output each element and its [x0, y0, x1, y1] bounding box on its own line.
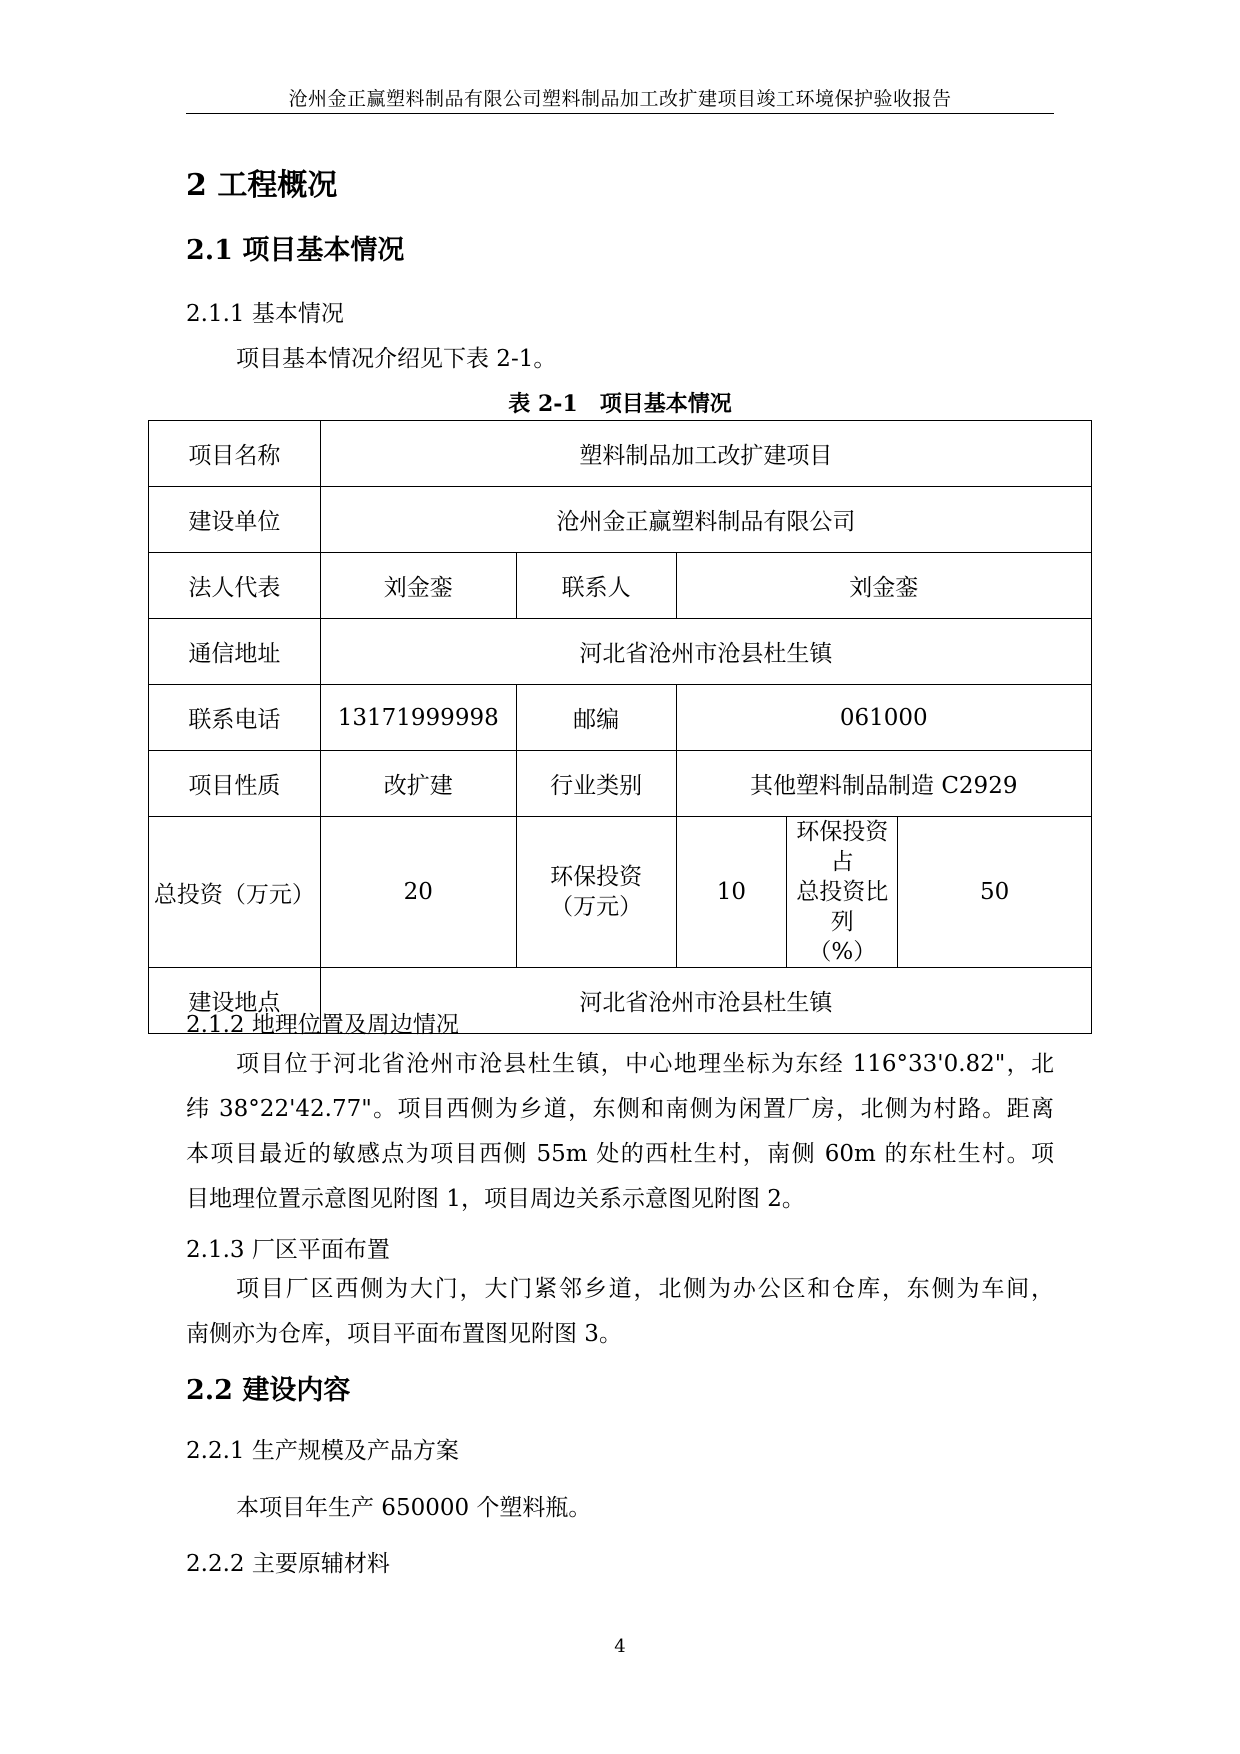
table-value: 刘金銮 — [676, 553, 1092, 619]
table-label: 建设地点 — [149, 968, 321, 1034]
table-value: 河北省沧州市沧县杜生镇 — [320, 968, 1091, 1034]
subsection-heading-2-1: 2.1 项目基本情况 — [186, 235, 405, 266]
env-invest-label-line: 环保投资 — [550, 864, 643, 890]
table-value: 塑料制品加工改扩建项目 — [320, 421, 1091, 487]
paragraph-line: 南侧亦为仓库，项目平面布置图见附图 3。 — [186, 1321, 622, 1347]
table-value: 10 — [676, 817, 787, 968]
table-label: 总投资（万元） — [149, 817, 321, 968]
heading-2-1-2: 2.1.2 地理位置及周边情况 — [186, 1012, 459, 1038]
table-label: 联系人 — [516, 553, 676, 619]
table-value: 沧州金正赢塑料制品有限公司 — [320, 487, 1091, 553]
project-info-table — [148, 420, 1092, 1034]
table-label: 联系电话 — [149, 685, 321, 751]
location-paragraph — [186, 1042, 1054, 1222]
layout-paragraph — [186, 1267, 1054, 1357]
ratio-label-line: （%） — [808, 939, 877, 965]
table-row — [149, 817, 1092, 968]
ratio-label-line: 环保投资占 — [796, 819, 889, 875]
heading-2-1-1: 2.1.1 基本情况 — [186, 301, 344, 327]
table-value: 20 — [320, 817, 516, 968]
heading-2-2-2: 2.2.2 主要原辅材料 — [186, 1551, 390, 1577]
table-label — [516, 817, 676, 968]
table-label: 通信地址 — [149, 619, 321, 685]
paragraph-line: 项目位于河北省沧州市沧县杜生镇，中心地理坐标为东经 116°33'0.82"，北 — [236, 1051, 1054, 1077]
intro-text: 项目基本情况介绍见下表 2-1。 — [236, 346, 557, 372]
table-label: 建设单位 — [149, 487, 321, 553]
table-row — [149, 553, 1092, 619]
table-row — [149, 685, 1092, 751]
table-value: 改扩建 — [320, 751, 516, 817]
paragraph-line: 纬 38°22'42.77"。项目西侧为乡道，东侧和南侧为闲置厂房，北侧为村路。距离 — [186, 1096, 1054, 1122]
running-header: 沧州金正赢塑料制品有限公司塑料制品加工改扩建项目竣工环境保护验收报告 — [288, 88, 952, 110]
table-label: 邮编 — [516, 685, 676, 751]
table-value: 13171999998 — [320, 685, 516, 751]
intro-paragraph — [186, 337, 1054, 382]
ratio-label-line: 总投资比列 — [796, 879, 889, 935]
page-number: 4 — [614, 1636, 626, 1657]
table-label: 项目性质 — [149, 751, 321, 817]
paragraph-line: 本项目最近的敏感点为项目西侧 55m 处的西杜生村，南侧 60m 的东杜生村。项 — [186, 1141, 1054, 1167]
header-rule — [186, 113, 1054, 114]
paragraph-line: 本项目年生产 650000 个塑料瓶。 — [236, 1495, 592, 1521]
production-paragraph — [186, 1486, 1054, 1531]
table-value: 50 — [898, 817, 1092, 968]
table-caption: 表 2-1 项目基本情况 — [508, 391, 732, 417]
table-value: 刘金銮 — [320, 553, 516, 619]
subsection-heading-2-2: 2.2 建设内容 — [186, 1375, 351, 1406]
table-row — [149, 421, 1092, 487]
table-label: 法人代表 — [149, 553, 321, 619]
paragraph-line: 项目厂区西侧为大门，大门紧邻乡道，北侧为办公区和仓库，东侧为车间， — [236, 1276, 1054, 1302]
table-value: 河北省沧州市沧县杜生镇 — [320, 619, 1091, 685]
table-label: 项目名称 — [149, 421, 321, 487]
table-row — [149, 487, 1092, 553]
section-heading: 2 工程概况 — [186, 168, 338, 203]
heading-2-2-1: 2.2.1 生产规模及产品方案 — [186, 1438, 459, 1464]
env-invest-label-line: （万元） — [550, 894, 643, 920]
table-label: 行业类别 — [516, 751, 676, 817]
table-value: 061000 — [676, 685, 1092, 751]
table-value: 其他塑料制品制造 C2929 — [676, 751, 1092, 817]
table-row — [149, 619, 1092, 685]
paragraph-line: 目地理位置示意图见附图 1，项目周边关系示意图见附图 2。 — [186, 1186, 805, 1212]
table-row — [149, 751, 1092, 817]
table-label — [787, 817, 898, 968]
heading-2-1-3: 2.1.3 厂区平面布置 — [186, 1237, 390, 1263]
